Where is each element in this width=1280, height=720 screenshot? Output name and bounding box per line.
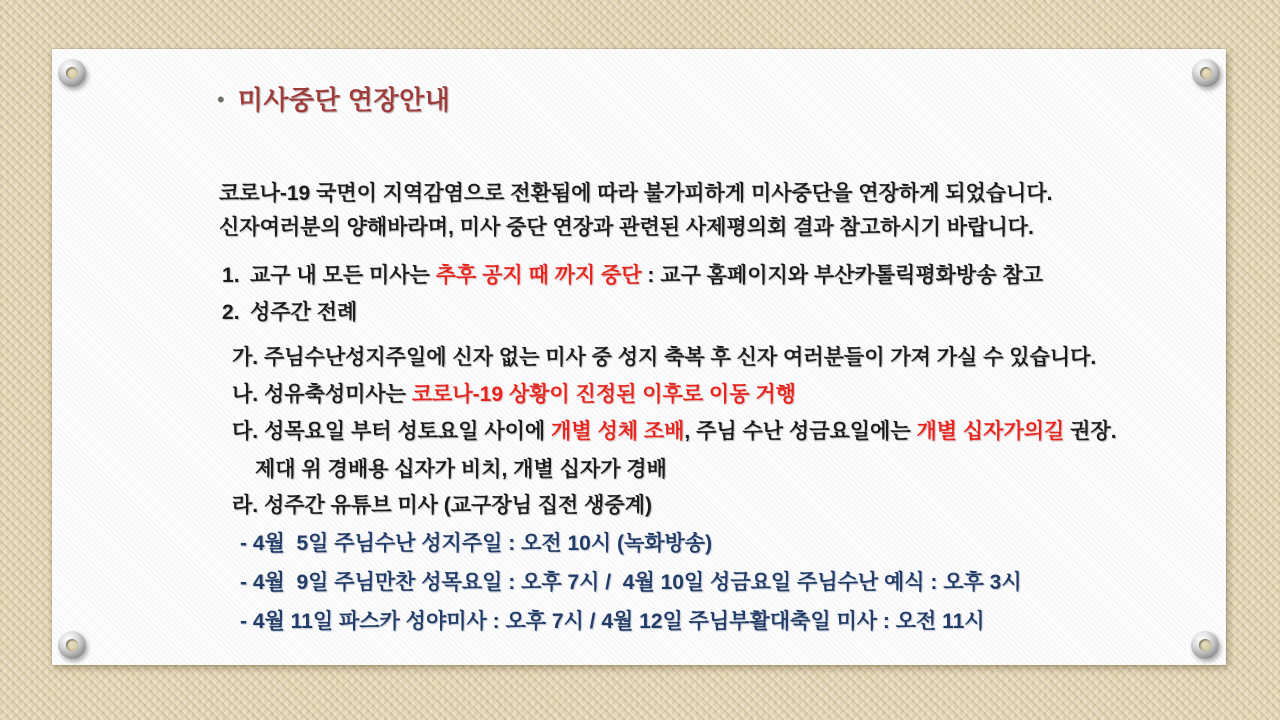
list-number: 2. [222, 301, 240, 324]
slide-title-row [217, 82, 450, 118]
list-number: 1. [222, 264, 240, 287]
text-segment: 나. 성유축성미사는 [232, 383, 412, 406]
grommet-top-left-icon [58, 59, 86, 87]
text-segment-emphasis: 코로나-19 상황이 진정된 이후로 이동 거행 [411, 383, 796, 406]
text-segment-emphasis: 추후 공지 때 까지 중단 [435, 264, 642, 287]
text-segment: 권장. [1064, 420, 1117, 443]
text-segment-schedule: - 4월 9일 주님만찬 성목요일 : 오후 7시 / 4월 10일 성금요일 주님수난 예식 : 오후 3시 [240, 571, 1022, 594]
text-segment: 신자여러분의 양해바라며, 미사 중단 연장과 관련된 사제평의회 결과 참고하시기 바랍니다. [219, 216, 1034, 239]
text-segment: 코로나-19 국면이 지역감염으로 전환됨에 따라 불가피하게 미사중단을 연장하게 되었습니다. [219, 182, 1053, 205]
text-segment: 제대 위 경배용 십자가 비치, 개별 십자가 경배 [255, 458, 667, 481]
text-segment-emphasis: 개별 십자가의길 [916, 420, 1065, 443]
text-segment: 다. 성목요일 부터 성토요일 사이에 [232, 420, 552, 443]
text-segment-schedule: - 4월 5일 주님수난 성지주일 : 오전 10시 (녹화방송) [240, 532, 713, 555]
grommet-bottom-left-icon [58, 631, 86, 659]
text-segment: 라. 성주간 유튜브 미사 (교구장님 집전 생중계) [232, 494, 652, 517]
text-segment: 성주간 전례 [250, 301, 358, 324]
bullet-icon: • [217, 87, 225, 112]
text-segment: : 교구 홈페이지와 부산카톨릭평화방송 참고 [641, 264, 1043, 287]
text-segment-schedule: - 4월 11일 파스카 성야미사 : 오후 7시 / 4월 12일 주님부활대축일 미사 : 오전 11시 [240, 610, 985, 633]
text-segment: , 주님 수난 성금요일에는 [684, 420, 917, 443]
text-segment: 교구 내 모든 미사는 [250, 264, 436, 287]
text-segment-emphasis: 개별 성체 조배 [551, 420, 685, 443]
page-title: 미사중단 연장안내 [237, 85, 451, 115]
schedule-line-3 [205, 577, 985, 667]
grommet-top-right-icon [1192, 59, 1220, 87]
grommet-bottom-right-icon [1191, 631, 1219, 659]
slide-card [52, 49, 1226, 665]
text-segment: 가. 주님수난성지주일에 신자 없는 미사 중 성지 축복 후 신자 여러분들이 가져 가실 수 있습니다. [232, 346, 1097, 369]
